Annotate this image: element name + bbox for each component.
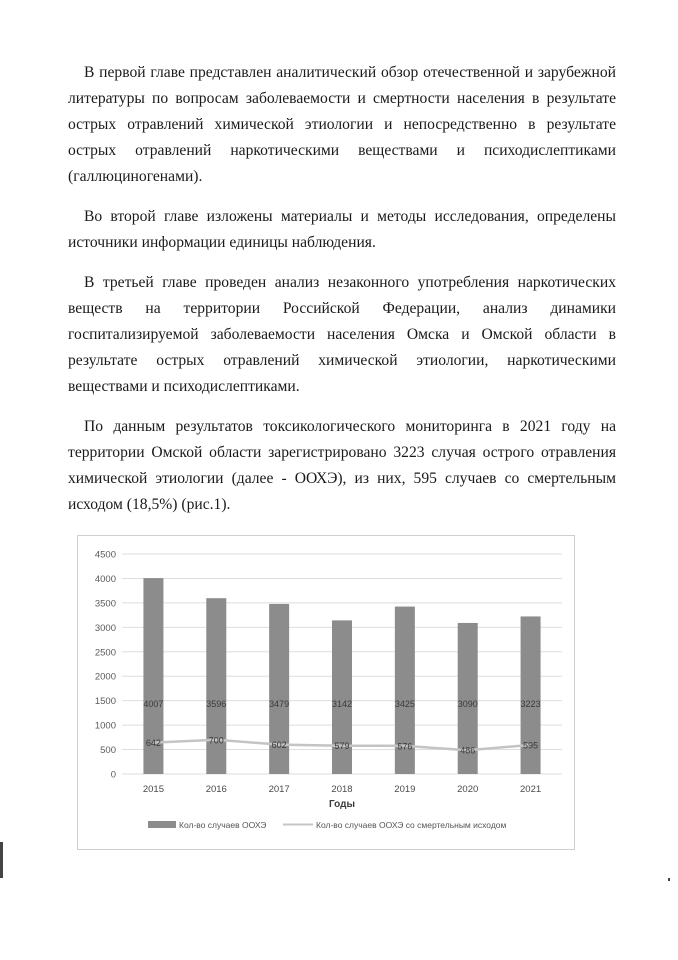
y-tick-label: 3000 (94, 622, 116, 634)
scan-speck (668, 878, 670, 881)
y-tick-label: 0 (110, 769, 116, 781)
paragraph-chapter-1: В первой главе представлен аналитический обзор отечественной и зарубежной литературы по вопросам заболеваемости и смертности населения в результате острых отравлений химической этиологии и непосредственно в результате острых отравлений наркотическими веществами и психодислептиками (галлюциногенами). (68, 64, 616, 185)
paragraph-chapter-2: Во второй главе изложены материалы и методы исследования, определены источники информации единицы наблюдения. (68, 208, 616, 251)
x-tick-label: 2020 (457, 784, 479, 795)
bar-data-label: 3479 (269, 699, 290, 710)
text-block (68, 60, 616, 532)
x-tick-label: 2016 (205, 784, 227, 795)
line-data-label: 642 (145, 738, 161, 749)
paragraph-chapter-3: В третьей главе проведен анализ незаконного употребления наркотических веществ на территории Российской Федерации, анализ динамики госпитализируемой заболеваемости населения Омска и Омской области в результате острых отравлений химической этиологии, наркотическими веществами и психодислептиками. (68, 274, 616, 395)
x-tick-label: 2017 (268, 784, 290, 795)
y-tick-label: 3500 (94, 598, 116, 610)
line-data-label: 486 (460, 745, 476, 756)
bar-data-label: 3425 (394, 699, 415, 710)
bar (206, 598, 226, 774)
line-data-label: 700 (208, 735, 224, 746)
y-tick-label: 2000 (94, 671, 116, 683)
x-axis-title: Годы (328, 799, 356, 810)
bar-data-label: 3142 (331, 699, 353, 710)
line-data-label: 576 (397, 741, 413, 752)
scan-edge-mark (0, 842, 3, 878)
x-tick-label: 2021 (520, 784, 542, 795)
y-tick-label: 1000 (94, 720, 116, 732)
paragraph-monitoring: По данным результатов токсикологического мониторинга в 2021 году на территории Омской области зарегистрировано 3223 случая острого отравления химической этиологии (далее - ООХЭ), из них, 595 случаев со смертельным исходом (18,5%) (рис.1). (68, 418, 616, 513)
line-data-label: 579 (334, 741, 350, 752)
y-tick-label: 1500 (94, 696, 116, 708)
bar-data-label: 4007 (143, 699, 164, 710)
x-tick-label: 2018 (331, 784, 353, 795)
bar-data-label: 3596 (206, 699, 227, 710)
bar-data-label: 3223 (520, 699, 541, 710)
y-tick-label: 2500 (94, 647, 116, 659)
legend-swatch-bar (148, 821, 176, 828)
y-tick-label: 4000 (94, 573, 116, 585)
bar-data-label: 3090 (457, 699, 478, 710)
x-tick-label: 2015 (142, 784, 164, 795)
line-data-label: 602 (271, 740, 287, 751)
y-tick-label: 4500 (94, 549, 116, 561)
legend-label-bar: Кол-во случаев ООХЭ (179, 820, 267, 830)
legend-label-line: Кол-во случаев ООХЭ со смертельным исходом (316, 820, 507, 830)
line-data-label: 595 (523, 740, 539, 751)
chart-figure (77, 535, 575, 850)
y-tick-label: 500 (100, 745, 116, 757)
chart-svg (78, 536, 574, 849)
x-tick-label: 2019 (394, 784, 416, 795)
